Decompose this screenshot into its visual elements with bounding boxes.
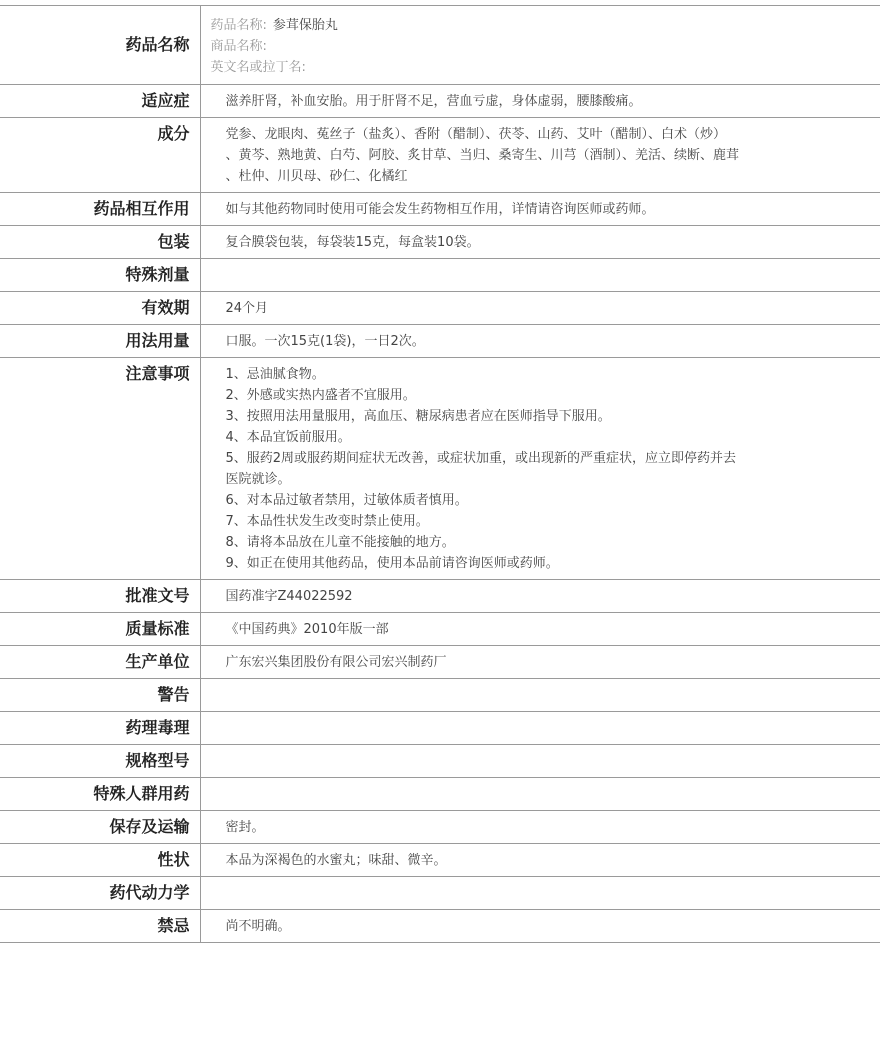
drug-name-key: 药品名称: [210,18,267,33]
value-special-dosage [200,259,880,292]
row-packaging [0,226,880,259]
value-ingredients [200,118,880,193]
drug-name-value: 参茸保胎丸 [272,18,338,33]
row-validity [0,292,880,325]
row-standard [0,613,880,646]
label-pharmacokinetics: 药代动力学 [0,877,200,910]
english-name-line [211,57,861,78]
label-packaging: 包装 [0,226,200,259]
value-interaction: 如与其他药物同时使用可能会发生药物相互作用，详情请咨询医师或药师。 [200,193,880,226]
row-drug-name [0,6,880,85]
label-character: 性状 [0,844,200,877]
precaution-item: 3、按照用法用量服用，高血压、糖尿病患者应在医师指导下服用。 [225,409,611,424]
label-manufacturer: 生产单位 [0,646,200,679]
row-manufacturer [0,646,880,679]
label-storage: 保存及运输 [0,811,200,844]
value-usage: 口服。一次15克(1袋)，一日2次。 [200,325,880,358]
value-warning [200,679,880,712]
row-ingredients [0,118,880,193]
row-special-dosage [0,259,880,292]
value-manufacturer: 广东宏兴集团股份有限公司宏兴制药厂 [200,646,880,679]
precaution-item: 4、本品宜饭前服用。 [225,430,351,445]
drug-name-line [211,15,861,36]
ingredients-line: 党参、龙眼肉、菟丝子（盐炙）、香附（醋制）、茯苓、山药、艾叶（醋制）、白术（炒） [225,127,727,142]
value-pharmacokinetics [200,877,880,910]
label-ingredients: 成分 [0,118,200,193]
row-toxicology [0,712,880,745]
label-drug-name: 药品名称 [0,6,200,85]
label-interaction: 药品相互作用 [0,193,200,226]
value-precautions [200,358,880,580]
precaution-item: 7、本品性状发生改变时禁止使用。 [225,514,429,529]
row-interaction [0,193,880,226]
row-special-groups [0,778,880,811]
value-validity: 24个月 [200,292,880,325]
label-special-dosage: 特殊剂量 [0,259,200,292]
value-contraindications: 尚不明确。 [200,910,880,943]
label-standard: 质量标准 [0,613,200,646]
value-packaging: 复合膜袋包装，每袋装15克，每盒装10袋。 [200,226,880,259]
ingredients-line: 、黄芩、熟地黄、白芍、阿胶、炙甘草、当归、桑寄生、川芎（酒制）、羌活、续断、鹿茸 [225,148,740,163]
value-standard: 《中国药典》2010年版一部 [200,613,880,646]
precaution-item: 1、忌油腻食物。 [225,367,325,382]
english-name-key: 英文名或拉丁名: [210,60,306,75]
trade-name-line [211,36,861,57]
value-toxicology [200,712,880,745]
row-usage [0,325,880,358]
drug-names-cell [200,6,880,85]
precaution-item: 5、服药2周或服药期间症状无改善，或症状加重，或出现新的严重症状，应立即停药并去 [225,451,737,466]
label-usage: 用法用量 [0,325,200,358]
value-character: 本品为深褐色的水蜜丸；味甜、微辛。 [200,844,880,877]
label-contraindications: 禁忌 [0,910,200,943]
row-warning [0,679,880,712]
precaution-item: 医院就诊。 [225,472,291,487]
label-indication: 适应症 [0,85,200,118]
label-precautions: 注意事项 [0,358,200,580]
label-specification: 规格型号 [0,745,200,778]
row-precautions [0,358,880,580]
precaution-item: 9、如正在使用其他药品，使用本品前请咨询医师或药师。 [225,556,559,571]
value-special-groups [200,778,880,811]
label-toxicology: 药理毒理 [0,712,200,745]
value-storage: 密封。 [200,811,880,844]
row-storage [0,811,880,844]
value-indication: 滋养肝肾，补血安胎。用于肝肾不足，营血亏虚，身体虚弱，腰膝酸痛。 [200,85,880,118]
value-specification [200,745,880,778]
value-approval: 国药准字Z44022592 [200,580,880,613]
row-specification [0,745,880,778]
row-character [0,844,880,877]
label-validity: 有效期 [0,292,200,325]
ingredients-line: 、杜仲、川贝母、砂仁、化橘红 [225,169,408,184]
trade-name-key: 商品名称: [210,39,267,54]
label-warning: 警告 [0,679,200,712]
row-indication [0,85,880,118]
row-approval [0,580,880,613]
precaution-item: 8、请将本品放在儿童不能接触的地方。 [225,535,455,550]
precaution-item: 6、对本品过敏者禁用，过敏体质者慎用。 [225,493,468,508]
precaution-item: 2、外感或实热内盛者不宜服用。 [225,388,416,403]
label-approval: 批准文号 [0,580,200,613]
label-special-groups: 特殊人群用药 [0,778,200,811]
row-pharmacokinetics [0,877,880,910]
drug-spec-table [0,5,880,943]
row-contraindications [0,910,880,943]
